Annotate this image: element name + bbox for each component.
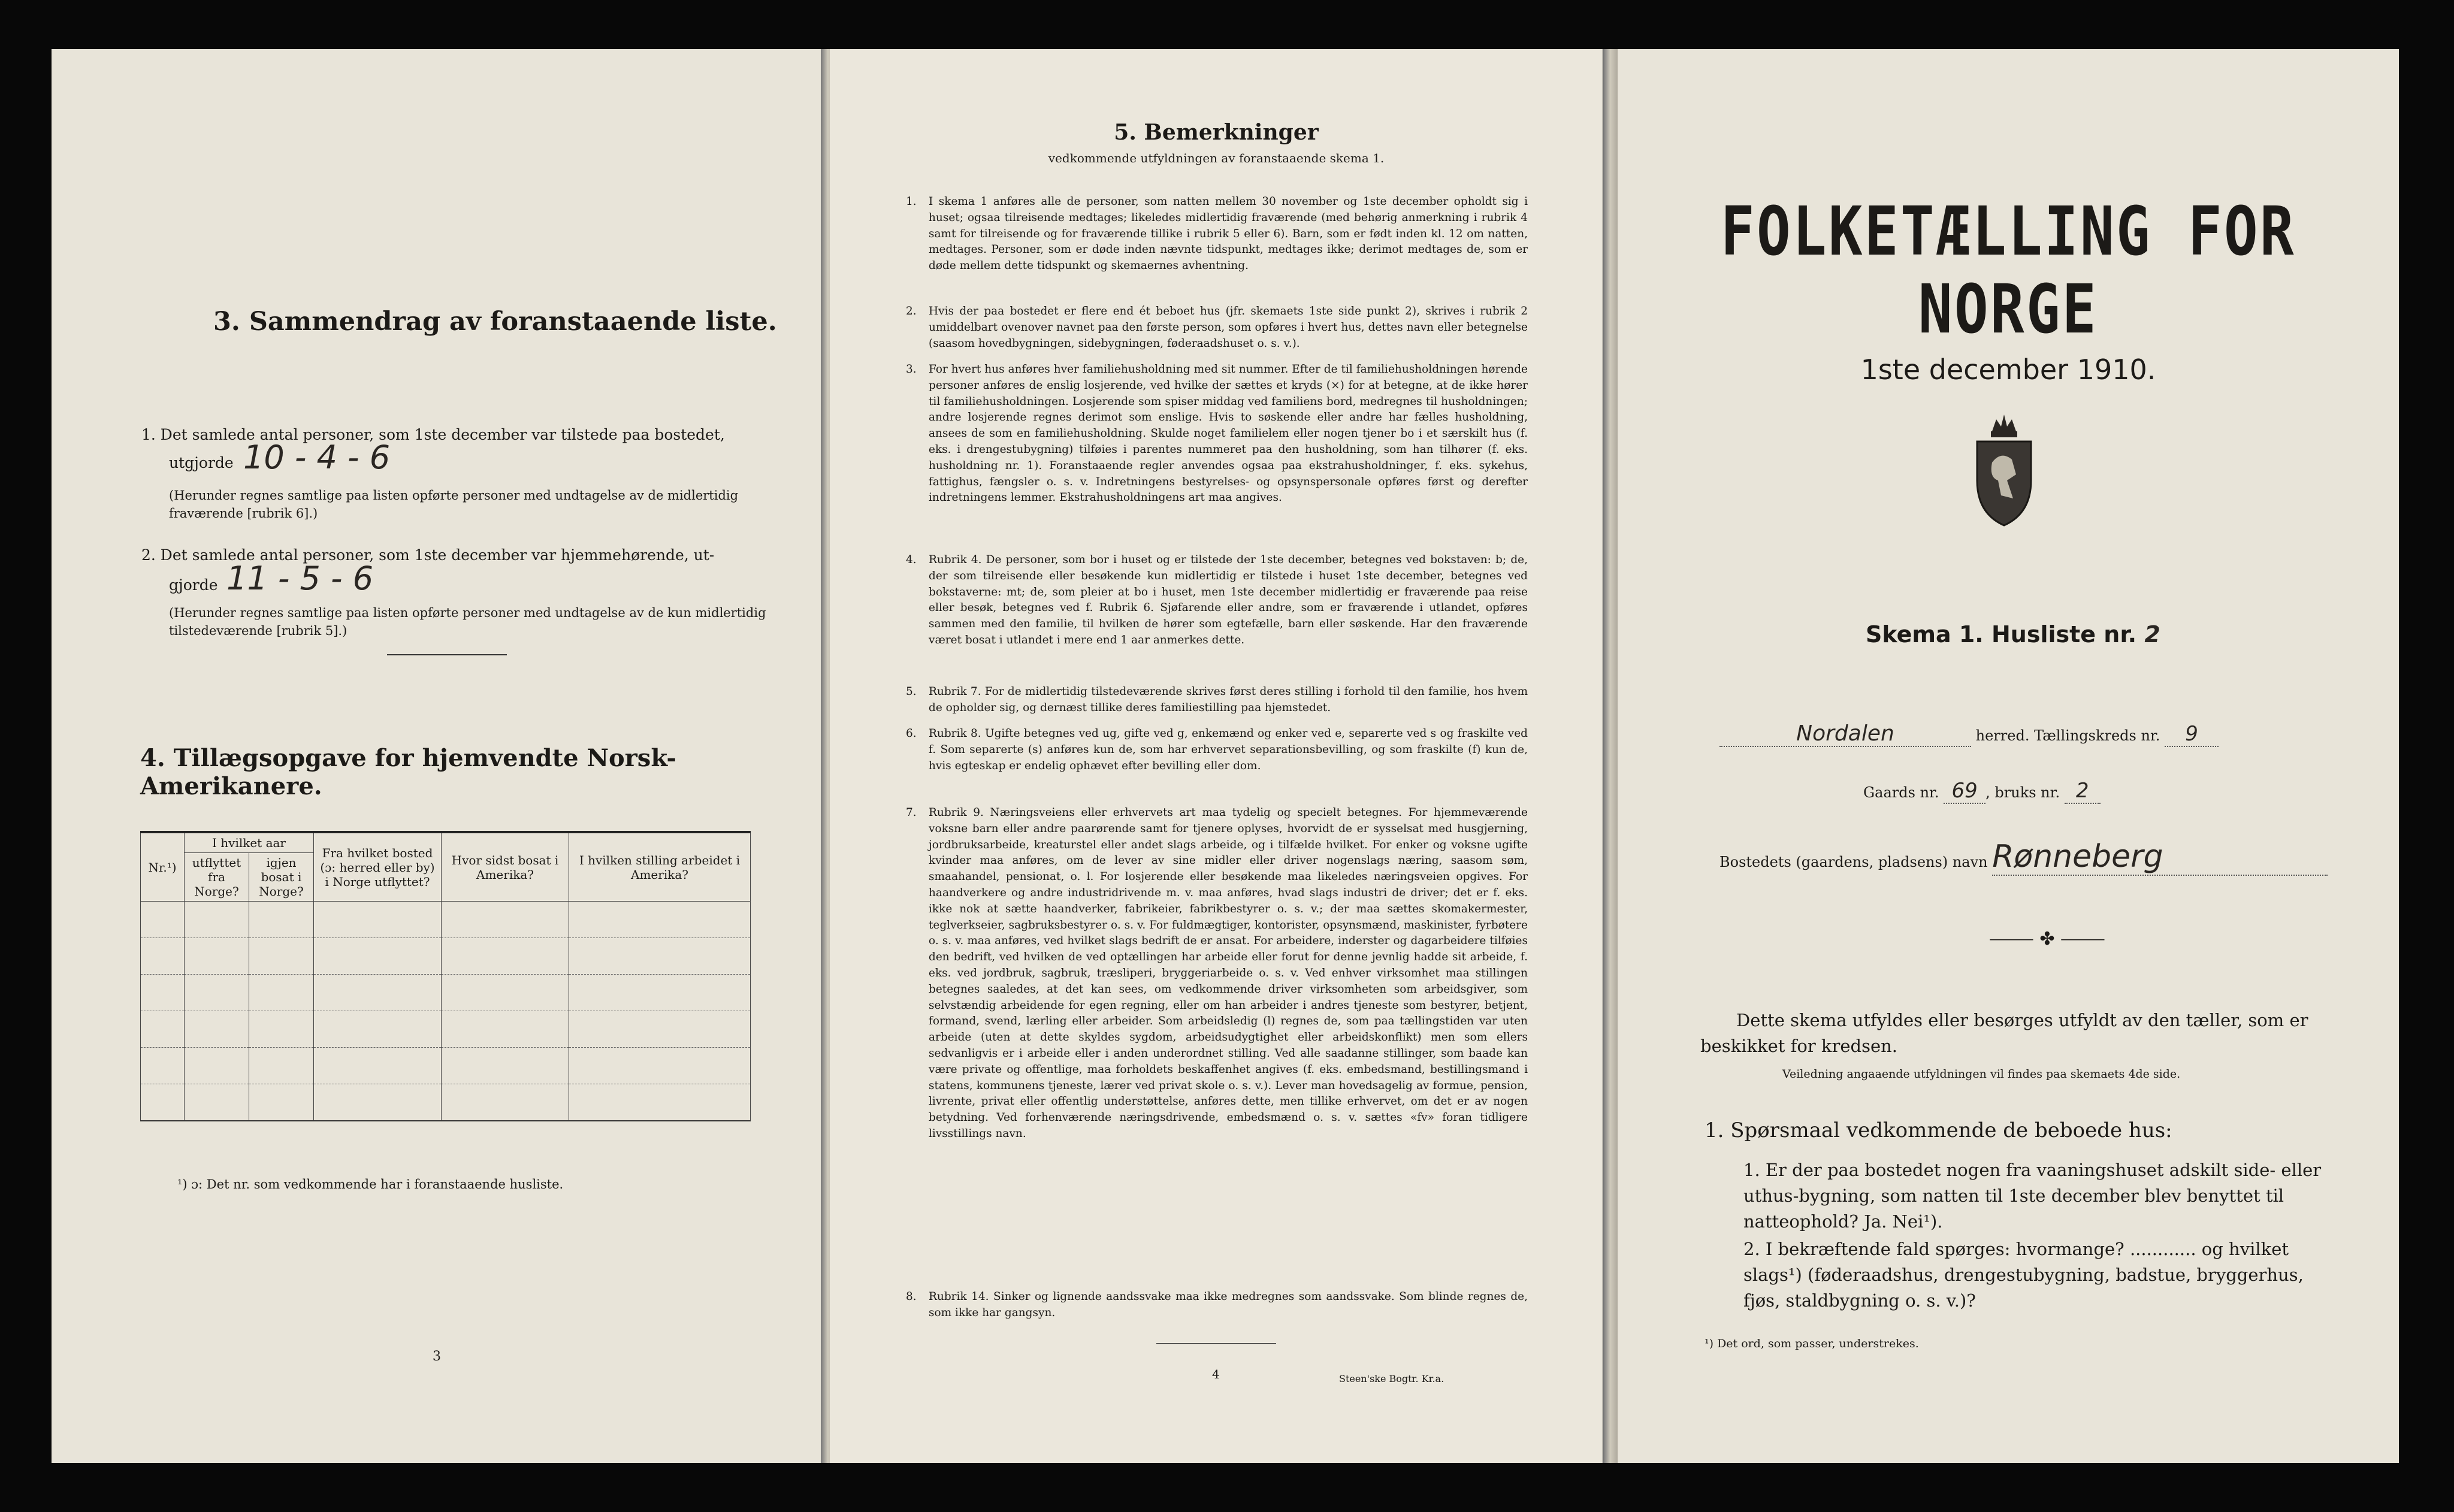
question-2: 2. I bekræftende fald spørges: hvormange? ............ og hvilket slags¹) (føderaadshus, drengestubygning, badstue, bryggerhus, fjøs, staldbygning o. s. v.)? [1743, 1239, 2304, 1311]
remark-8: 8. Rubrik 14. Sinker og lignende aandssvake maa ikke medregnes som aandssvake. Som blinde regnes de, som ikke har gangsyn. [906, 1290, 1528, 1319]
printer-imprint: Steen'ske Bogtr. Kr.a. [1339, 1373, 1444, 1384]
table-row [141, 1011, 751, 1048]
question-header: 1. Spørsmaal vedkommende de beboede hus: [1704, 1118, 2172, 1142]
remark-5: 5. Rubrik 7. For de midlertidig tilstedeværende skrives først deres stilling i forhold til den familie, hos hvem de opholder sig, og dernæst tillike deres familiestilling paa hjemstedet. [906, 685, 1528, 714]
bosted-line [1719, 839, 2328, 876]
item1-note: (Herunder regnes samtlige paa listen opførte personer med undtagelse av de midlertidig fraværende [rubrik 6].) [169, 488, 739, 521]
table-row [141, 975, 751, 1011]
norwegian-coat-of-arms-icon [1965, 409, 2043, 528]
left-page [52, 49, 824, 1463]
page-number: 3 [433, 1349, 441, 1364]
divider [387, 654, 507, 655]
col-emigrated: utflyttet fra Norge? [185, 853, 249, 902]
col-where: Hvor sidst bosat i Amerika? [442, 832, 569, 902]
bosted-value: Rønneberg [1992, 839, 2163, 875]
col-nr: Nr.¹) [141, 832, 185, 902]
table-row [141, 1048, 751, 1084]
bemerkninger-subtitle: vedkommende utfyldningen av foranstaaende skema 1. [1048, 151, 1385, 165]
col-from: Fra hvilket bosted (ɔ: herred eller by) i Norge utflyttet? [314, 832, 442, 902]
item2-note: (Herunder regnes samtlige paa listen opførte personer med undtagelse av de kun midlertidig tilstedeværende [rubrik 5].) [169, 606, 766, 638]
bemerkninger-title: 5. Bemerkninger [1114, 120, 1319, 145]
remark-6: 6. Rubrik 8. Ugifte betegnes ved ug, gifte ved g, enkemænd og enker ved e, separerte ved s og fraskilte ved f. Som separerte (s) anføres kun de, som har erhvervet separationsbevilling, og som fraskilte (f) kun de, hvis egteskap er endelig ophævet efter bevilling eller dom. [906, 727, 1528, 772]
col-group-year: I hvilket aar [185, 832, 314, 853]
right-footnote: ¹) Det ord, som passer, understrekes. [1704, 1337, 1919, 1350]
item1-text: 1. Det samlede antal personer, som 1ste december var tilstede paa bostedet, [141, 426, 725, 443]
middle-page [830, 49, 1603, 1463]
herred-line [1719, 721, 2219, 747]
page-number: 4 [1212, 1367, 1220, 1381]
remark-3: 3. For hvert hus anføres hver familiehusholdning med sit nummer. Efter de til familiehusholdningen hørende personer anføres de enslig losjerende, ved hvilke der sættes et kryds (×) for at betegne, at de ikke hører til familiehusholdningen. Losjerende som spiser middag ved familiens bord, medregnes til husholdningen; andre losjerende regnes derimot som enslige. Hvis to søskende eller andre har fælles husholdning, ansees de som en familiehusholdning. Skulde noget familielem eller nogen tjener bo i et særskilt hus (f. eks. i drengestubygning) tilføies i parentes nummeret paa den husholdning, som han tilhører (f. eks. husholdning nr. 1). Foranstaaende regler anvendes ogsaa paa ekstrahusholdninger, f. eks. sykehus, fattighus, fængsler o. s. v. Indretningens bestyrelses- og opsynspersonale opføres først og derefter indretningens lemmer. Ekstrahusholdningens art maa angives. [906, 363, 1528, 504]
item1-prefix: utgjorde [169, 454, 234, 471]
gaards-line [1863, 779, 2101, 804]
herred-label: herred. [1975, 727, 2030, 744]
col-returned: igjen bosat i Norge? [249, 853, 314, 902]
herred-value: Nordalen [1796, 721, 1894, 746]
col-work: I hvilken stilling arbeidet i Amerika? [569, 832, 751, 902]
ornament: ⸻ ✤ ⸻ [1989, 929, 2105, 949]
question-1: 1. Er der paa bostedet nogen fra vaaningshuset adskilt side- eller uthus-bygning, som natten til 1ste december blev benyttet til natteophold? Ja. Nei¹). [1743, 1160, 2322, 1232]
kreds-label: Tællingskreds nr. [2034, 727, 2160, 744]
item2-handwritten-value: 11 - 5 - 6 [226, 560, 374, 597]
bruks-value: 2 [2075, 779, 2089, 803]
remark-2: 2. Hvis der paa bostedet er flere end ét beboet hus (jfr. skemaets 1ste side punkt 2), skrives i rubrik 2 umiddelbart ovenover navnet paa den første person, som opføres i hvert hus, dettes navn eller betegnelse (saasom hovedbygningen, sidebygningen, føderaadshuset o. s. v.). [906, 305, 1528, 350]
schema-label: Skema 1. Husliste nr. 2 [1866, 621, 2160, 648]
item2-text: 2. Det samlede antal personer, som 1ste december var hjemmehørende, ut- [141, 546, 715, 564]
husliste-nr-value: 2 [2144, 621, 2160, 648]
table-row [141, 1084, 751, 1121]
divider [1156, 1343, 1276, 1344]
section3-title: 3. Sammendrag av foranstaaende liste. [213, 307, 777, 337]
table-row [141, 938, 751, 975]
page-fold [1603, 49, 1619, 1463]
section4-title: 4. Tillægsopgave for hjemvendte Norsk-Amerikanere. [140, 744, 677, 800]
item2-prefix: gjorde [169, 576, 218, 594]
table-row [141, 902, 751, 938]
section4-footnote: ¹) ɔ: Det nr. som vedkommende har i foranstaaende husliste. [177, 1177, 564, 1192]
gaards-label: Gaards nr. [1863, 784, 1939, 801]
instruction-note: Veiledning angaaende utfyldningen vil findes paa skemaets 4de side. [1782, 1068, 2181, 1081]
right-page [1618, 49, 2399, 1463]
bruks-label: , bruks nr. [1985, 784, 2060, 801]
gaards-value: 69 [1951, 779, 1978, 803]
kreds-value: 9 [2185, 722, 2198, 746]
remark-4: 4. Rubrik 4. De personer, som bor i huset og er tilstede der 1ste december, betegnes ved bokstaven: b; de, der som tilreisende eller besøkende kun midlertidig er tilstede i huset 1ste december, betegnes ved bokstaverne: mt; de, som pleier at bo i huset, men 1ste december midlertidig er fraværende paa reise eller besøk, betegnes ved f. Rubrik 6. Sjøfarende eller andre, som er fraværende i utlandet, opføres sammen med den familie, til hvilken de hører som egtefælle, barn eller søskende. Har den fraværende været bosat i utlandet i mere end 1 aar anmerkes dette. [906, 554, 1528, 646]
item1-handwritten-value: 10 - 4 - 6 [243, 439, 391, 476]
census-date: 1ste december 1910. [1860, 353, 2156, 386]
instruction-text: Dette skema utfyldes eller besørges utfyldt av den tæller, som er beskikket for kredsen. [1700, 1010, 2308, 1056]
remark-1: 1. I skema 1 anføres alle de personer, som natten mellem 30 november og 1ste december opholdt sig i huset; ogsaa tilreisende medtages; likeledes midlertidig fraværende (med behørig anmerkning i rubrik 4 samt for tilreisende og for fraværende tillike i rubrik 5 eller 6). Barn, som er født inden kl. 12 om natten, medtages. Personer, som er døde inden nævnte tidspunkt, medtages ikke; derimot medtages de, som er døde mellem dette tidspunkt og skemaernes avhentning. [906, 195, 1528, 273]
census-title: FOLKETÆLLING FOR NORGE [1720, 193, 2296, 349]
bosted-label: Bostedets (gaardens, pladsens) navn [1719, 854, 1988, 870]
norsk-amerikanere-table [140, 831, 751, 1121]
remark-7: 7. Rubrik 9. Næringsveiens eller erhvervets art maa tydelig og specielt betegnes. For hjemmeværende voksne barn eller andre paarørende samt for tjenere oplyses, hvorvidt de er sysselsat med husgjerning, jordbruksarbeide, kreaturstel eller andet slags arbeide, og i tilfælde hvilket. For enker og voksne ugifte kvinder maa anføres, om de lever av sine midler eller driver nogenslags næring, saasom søm, smaahandel, pensionat, o. l. For losjerende eller besøkende maa likeledes næringsveien opgives. For haandverkere og andre industridrivende m. v. maa anføres, hvad slags industri de driver; det er f. eks. ikke nok at sætte haandverker, fabrikeier, fabrikbestyrer o. s. v.; der maa sættes skomakermester, teglverkseier, sagbruksbestyrer o. s. v. For fuldmægtiger, kontorister, opsynsmænd, maskinister, fyrbøtere o. s. v. maa anføres, ved hvilket slags bedrift de er ansat. For arbeidere, inderster og dagarbeidere tilføies den bedrift, ved hvilken de ved optællingen har arbeide eller forut for denne jevnlig hadde sit arbeide, f. eks. ved jordbruk, sagbruk, træsliperi, bryggeriarbeide o. s. v. Ved enhver virksomhet maa stillingen betegnes saaledes, at det kan sees, om vedkommende driver virksomheten som arbeidsgiver, som selvstændig arbeidende for egen regning, eller om han arbeider i andres tjeneste som bestyrer, betjent, formand, svend, lærling eller arbeider. Som arbeidsledig (l) regnes de, som paa tællingstiden var uten arbeide (uten at dette skyldes sygdom, arbeidsudygtighet eller arbeidskonflikt) men som ellers sedvanligvis er i arbeide eller i anden underordnet stilling. Ved alle saadanne stillinger, som baade kan være private og offentlige, maa forholdets beskaffenhet angives (f. eks. embedsmand, bestillingsmand i statens, kommunens tjeneste, lærer ved privat skole o. s. v.). Lever man hovedsagelig av formue, pension, livrente, privat eller offentlig understøttelse, anføres dette, men tillike erhvervet, om det er av nogen betydning. Ved forhenværende næringsdrivende, embedsmænd o. s. v. sættes «fv» foran tidligere livsstillings navn. [906, 806, 1528, 1140]
